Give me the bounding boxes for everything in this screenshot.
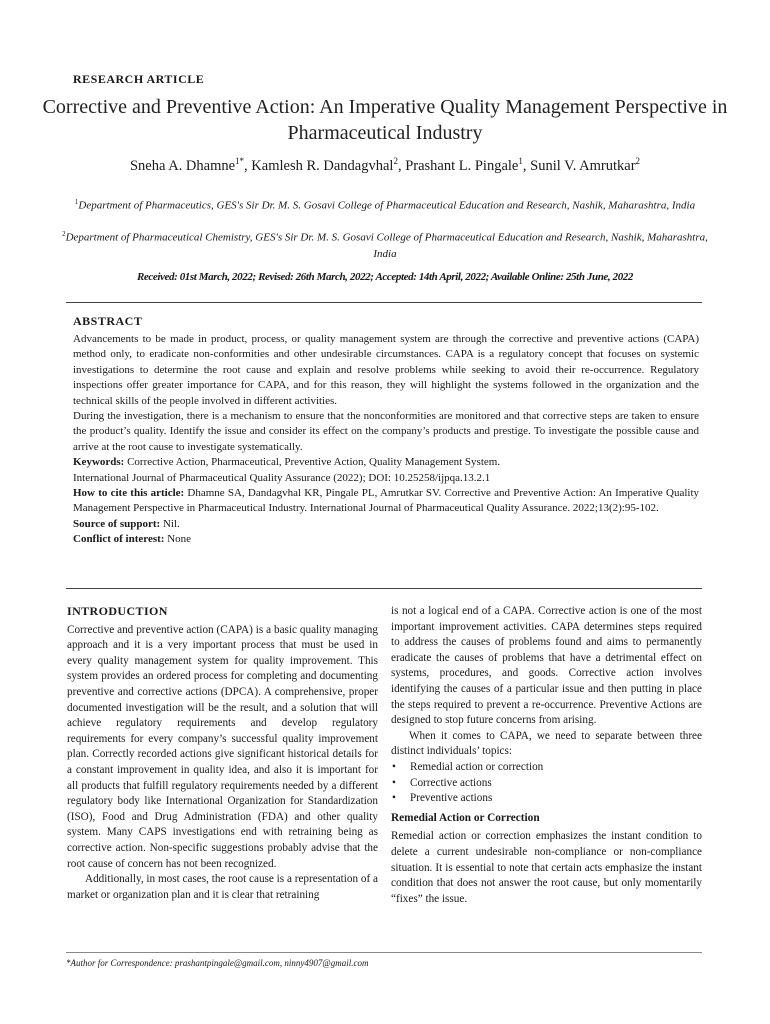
body-paragraph: is not a logical end of a CAPA. Corrective action is one of the most important improvement activities. CAPA determines steps required to address the causes of problems found and aims to permanently eradicate the causes of problems that have a detrimental effect on systems, procedures, and goods. Corrective action involves identifying the causes of a particular issue and then putting in place the steps required to prevent a re-occurrence. Preventive Actions are designed to stop future concerns from arising.	[391, 605, 702, 727]
author-sup: 2	[635, 156, 641, 166]
author-name: Kamlesh R. Dandagvhal	[251, 157, 394, 174]
abstract-paragraph: During the investigation, there is a mechanism to ensure that the nonconformities are monitored and that corrective steps are taken to ensure the product’s quality. Identify the issue and consider its effect on the company’s products and prestige. To investigate the possible cause and arrive at the root cause to investigate systematically.	[73, 410, 699, 453]
affiliation-sup: 1	[74, 198, 79, 206]
list-item: • Remedial action or correction	[391, 760, 702, 776]
citation-text: Dhamne SA, Dandagvhal KR, Pingale PL, Amrutkar SV. Corrective and Preventive Action: An Imperative Quality Management Perspective in Pharmaceutical Industry. International Journal of Pharmaceutical Quality Assurance. 2022;13(2):95-102.	[73, 487, 699, 515]
body-paragraph: Additionally, in most cases, the root cause is a representation of a market or organization plan and it is clear that retraining	[67, 873, 378, 901]
affiliation-text: Department of Pharmaceutics, GES's Sir Dr. M. S. Gosavi College of Pharmaceutical Education and Research, Nashik, Maharashtra, India	[78, 199, 696, 212]
keywords-label: Keywords:	[73, 456, 125, 469]
divider-bottom	[66, 588, 702, 589]
affiliation-text: Department of Pharmaceutical Chemistry, GES's Sir Dr. M. S. Gosavi College of Pharmaceutical Education and Research, Nashik, Maharashtra, India	[65, 231, 708, 260]
keywords	[73, 455, 699, 470]
author-sup: 1	[518, 156, 523, 166]
right-column	[391, 604, 702, 907]
support-label: Source of support:	[73, 517, 161, 530]
author-sup: 1*	[235, 156, 245, 166]
paper-title: Corrective and Preventive Action: An Imperative Quality Management Perspective in Pharmaceutical Industry	[42, 96, 728, 144]
abstract-body	[73, 332, 699, 548]
journal-line: International Journal of Pharmaceutical Quality Assurance (2022); DOI: 10.25258/ijpqa.13.2.1	[73, 471, 491, 484]
abstract-heading: ABSTRACT	[73, 314, 143, 328]
body-paragraph: Corrective and preventive action (CAPA) is a basic quality managing approach and it is a very important process that must be used in every quality management system for quality improvement. This system provides an ordered process for completing and documenting preventive and corrective actions (DPCA). A comprehensive, proper documented investigation will be the result, and a solution that will achieve regulatory requirements and develop regulatory requirements for every company’s successful quality improvement plan. Correctly recorded actions give significant historical details for a constant improvement in quality idea, and also it is important for all products that fulfill regulatory requirements needed by a different regulatory body like International Organization for Standardization (ISO), Food and Drug Administration (FDA) and other quality system. Many CAPS investigations end with retraining being as corrective action. Non-specific suggestions probably advise that the root cause of concern has not been recognized.	[67, 623, 378, 870]
author-name: Prashant L. Pingale	[405, 157, 519, 174]
footnote-rule	[66, 952, 702, 953]
article-dates: Received: 01st March, 2022; Revised: 26th March, 2022; Accepted: 14th April, 2022; Available Online: 25th June, 2022	[136, 271, 634, 283]
conflict-of-interest	[73, 532, 699, 547]
affiliation-1	[60, 194, 710, 214]
affiliation-sup: 2	[62, 230, 66, 238]
citation	[73, 486, 699, 517]
introduction-heading: INTRODUCTION	[67, 604, 168, 618]
affiliation-2	[60, 226, 710, 262]
correspondence-footnote: *Author for Correspondence: prashantpingale@gmail.com, ninny4907@gmail.com	[66, 958, 369, 968]
author-list: Sneha A. Dhamne$^{1*}$, Kamlesh R. Dandagvhal$^2$, Prashant L. Pingale$^1$, Sunil V. Amrutkar$^2$	[129, 156, 641, 174]
left-column	[67, 604, 378, 903]
body-paragraph: When it comes to CAPA, we need to separate between three distinct individuals’ topics:	[391, 729, 702, 758]
support-text: Nil.	[162, 517, 180, 530]
abstract-paragraph: Advancements to be made in product, process, or quality management system are through the corrective and preventive actions (CAPA) method only, to eradicate non-conformities and other undesirable circumstances. CAPA is a regulatory concept that focuses on systemic investigations to determine the root cause and explain and resolve problems while seeking to avoid their re-occurrence. Regulatory inspections offer greater importance for CAPA, and for this reason, they will highlight the systems followed in the organization and the technical skills of the people involved in different activities.	[73, 333, 699, 407]
author-name: Sneha A. Dhamne	[129, 157, 236, 174]
list-item: • Corrective actions	[391, 776, 702, 792]
author-name: Sunil V. Amrutkar	[530, 157, 636, 174]
conflict-text: None	[167, 533, 192, 546]
subsection-heading: Remedial Action or Correction	[391, 811, 540, 824]
source-of-support	[73, 517, 699, 532]
article-type: RESEARCH ARTICLE	[73, 72, 205, 86]
conflict-label: Conflict of interest:	[73, 533, 165, 546]
keywords-text: Corrective Action, Pharmaceutical, Preventive Action, Quality Management System.	[127, 456, 501, 469]
topic-list	[391, 760, 702, 807]
citation-label: How to cite this article:	[73, 487, 185, 500]
body-paragraph: Remedial action or correction emphasizes the instant condition to delete a current undesirable non-compliance or non-compliance situation. It is essential to note that certain acts emphasize the instant condition that does not answer the root cause, but only momentarily “fixes” the issue.	[391, 830, 702, 905]
author-sup: 2	[393, 156, 398, 166]
list-item: • Preventive actions	[391, 791, 702, 807]
divider-top	[66, 302, 702, 303]
